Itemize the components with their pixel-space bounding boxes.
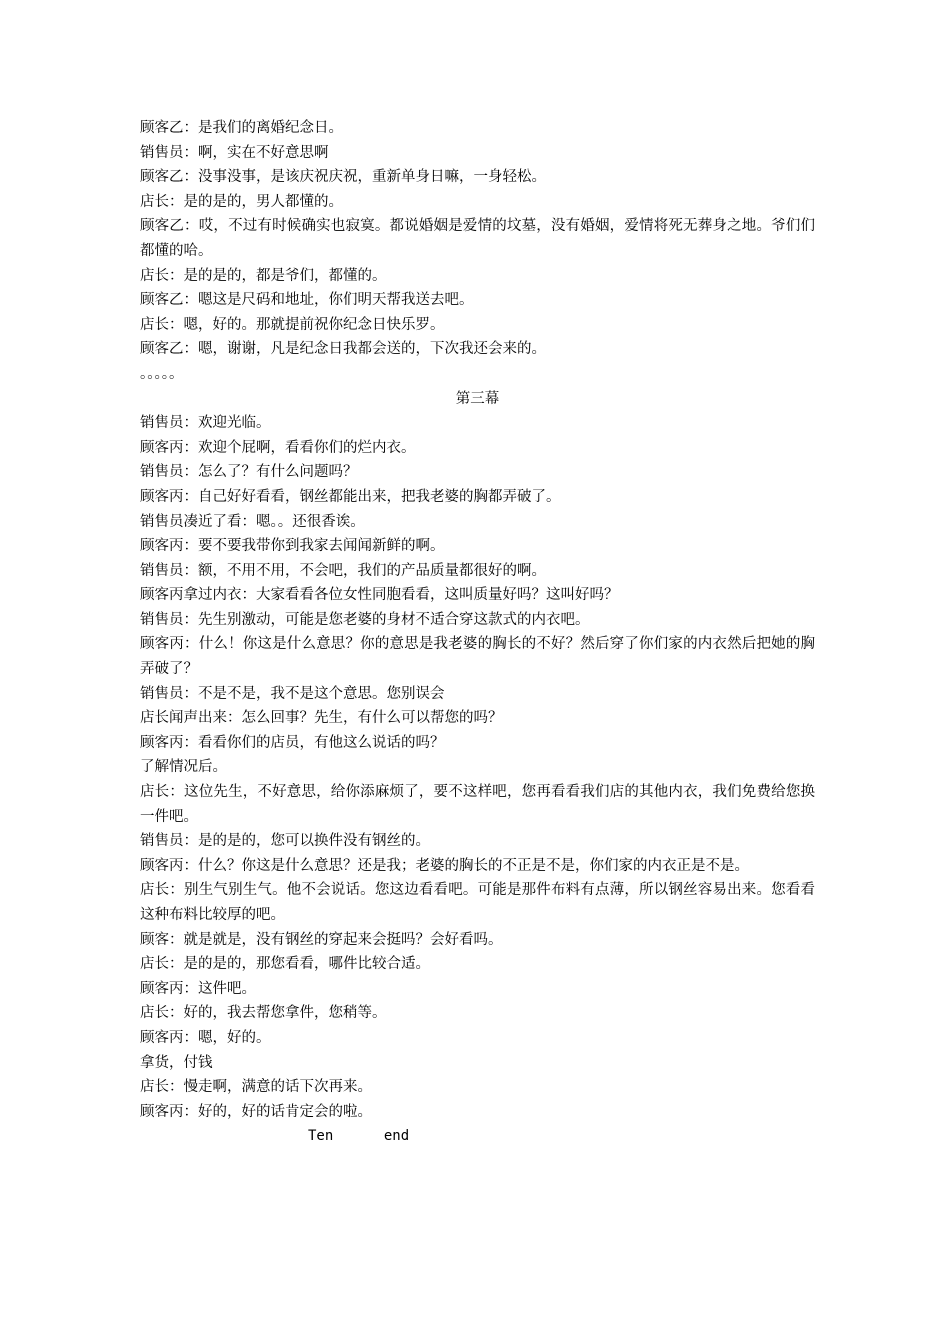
dialogue-line: 顾客丙：欢迎个屁啊，看看你们的烂内衣。 (140, 439, 416, 456)
act-heading: 第三幕 (455, 390, 500, 407)
document-page (140, 116, 815, 1149)
dialogue-line: 销售员：额，不用不用，不会吧，我们的产品质量都很好的啊。 (140, 562, 546, 579)
stage-direction: 顾客丙拿过内衣：大家看看各位女性同胞看看，这叫质量好吗？这叫好吗？ (140, 587, 619, 604)
stage-direction: 拿货，付钱 (140, 1054, 213, 1071)
dialogue-line: 顾客丙：什么？你这是什么意思？还是我；老婆的胸长的不正是不是，你们家的内衣正是不是。 (140, 857, 749, 874)
dialogue-line: 顾客乙：嗯，谢谢，凡是纪念日我都会送的，下次我还会来的。 (140, 341, 546, 358)
dialogue-line: 顾客乙：没事没事，是该庆祝庆祝，重新单身日嘛，一身轻松。 (140, 169, 546, 186)
dialogue-line: 销售员：是的是的，您可以换件没有钢丝的。 (140, 833, 430, 850)
dialogue-line: 销售员：怎么了？有什么问题吗？ (140, 464, 358, 481)
dialogue-line: 顾客乙：是我们的离婚纪念日。 (140, 120, 343, 136)
dialogue-line: 顾客：就是就是，没有钢丝的穿起来会挺吗？会好看吗。 (140, 931, 503, 948)
end-word-end: end (383, 1128, 410, 1145)
dialogue-line: 店长：好的，我去帮您拿件，您稍等。 (140, 1005, 387, 1022)
end-marker (140, 1124, 815, 1149)
end-word-ten: Ten (308, 1128, 334, 1145)
ellipsis-line: 。。。。。 (140, 365, 184, 382)
dialogue-line: 顾客丙：这件吧。 (140, 980, 256, 997)
dialogue-line: 销售员：啊，实在不好意思啊 (140, 144, 329, 161)
dialogue-line: 店长：别生气别生气。他不会说话。您这边看看吧。可能是那件布料有点薄，所以钢丝容易出来。您看看这种布料比较厚的吧。 (140, 882, 815, 923)
dialogue-line: 顾客乙：嗯这是尺码和地址，你们明天帮我送去吧。 (140, 292, 474, 309)
dialogue-line: 销售员：不是不是，我不是这个意思。您别误会 (140, 685, 445, 702)
dialogue-line: 销售员：先生别激动，可能是您老婆的身材不适合穿这款式的内衣吧。 (140, 611, 590, 628)
dialogue-line: 店长：嗯，好的。那就提前祝你纪念日快乐罗。 (140, 316, 445, 333)
dialogue-line: 店长：慢走啊，满意的话下次再来。 (140, 1079, 372, 1096)
stage-direction: 了解情况后。 (140, 759, 227, 776)
stage-direction: 店长闻声出来：怎么回事？先生，有什么可以帮您的吗？ (140, 710, 503, 727)
dialogue-line: 顾客乙：哎，不过有时候确实也寂寞。都说婚姻是爱情的坟墓，没有婚姻，爱情将死无葬身之地。爷们们都懂的哈。 (140, 218, 815, 259)
dialogue-line: 顾客丙：好的，好的话肯定会的啦。 (140, 1103, 372, 1120)
dialogue-line: 店长：是的是的，都是爷们，都懂的。 (140, 267, 387, 284)
dialogue-line: 店长：这位先生，不好意思，给你添麻烦了，要不这样吧，您再看看我们店的其他内衣，我们免费给您换一件吧。 (140, 784, 815, 825)
dialogue-line: 顾客丙：看看你们的店员，有他这么说话的吗？ (140, 734, 445, 751)
dialogue-line: 顾客丙：自己好好看看，钢丝都能出来，把我老婆的胸都弄破了。 (140, 488, 561, 505)
dialogue-line: 销售员：欢迎光临。 (140, 415, 271, 432)
dialogue-line: 顾客丙：什么！你这是什么意思？你的意思是我老婆的胸长的不好？然后穿了你们家的内衣然后把她的胸弄破了？ (140, 636, 815, 678)
stage-direction: 销售员凑近了看：嗯。。还很香诶。 (140, 513, 365, 530)
dialogue-line: 店长：是的是的，那您看看，哪件比较合适。 (140, 956, 430, 973)
dialogue-line: 顾客丙：要不要我带你到我家去闻闻新鲜的啊。 (140, 538, 445, 555)
dialogue-line: 顾客丙：嗯，好的。 (140, 1029, 271, 1046)
dialogue-line: 店长：是的是的，男人都懂的。 (140, 193, 343, 210)
